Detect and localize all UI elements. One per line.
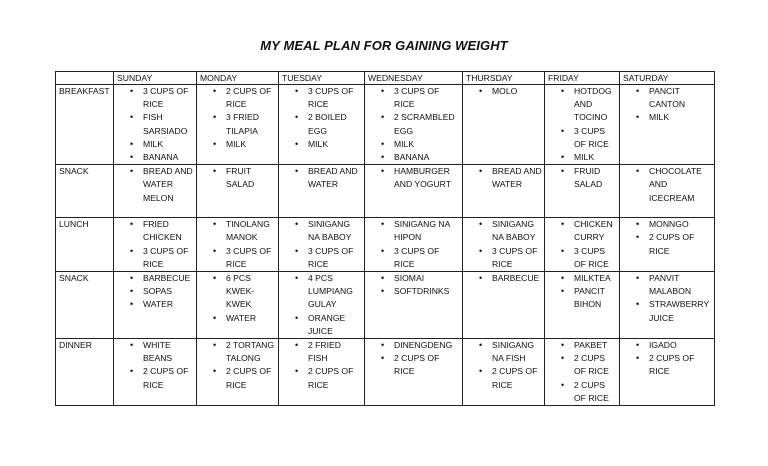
- food-item: • BARBECUE: [114, 272, 196, 285]
- food-item: • WATER: [197, 312, 278, 325]
- food-list: [365, 272, 462, 298]
- food-list: [620, 272, 714, 325]
- food-list: [279, 85, 364, 151]
- meal-cell: [114, 272, 197, 339]
- food-item: • TINOLANG MANOK: [197, 218, 278, 244]
- food-list: [197, 272, 278, 325]
- meal-cell: [463, 339, 545, 406]
- food-item: • BREAD AND WATER MELON: [114, 165, 196, 205]
- meal-cell: [279, 218, 365, 272]
- food-item: • SINIGANG NA BABOY: [279, 218, 364, 244]
- meal-cell: [463, 272, 545, 339]
- food-item: • 4 PCS LUMPIANG GULAY: [279, 272, 364, 312]
- food-item: • MILK: [197, 138, 278, 151]
- food-list: [114, 339, 196, 392]
- food-item: • BANANA: [114, 151, 196, 164]
- food-list: [365, 165, 462, 191]
- food-item: • 2 CUPS OF RICE: [545, 352, 619, 378]
- day-header: WEDNESDAY: [365, 72, 463, 85]
- meal-cell: [365, 218, 463, 272]
- meal-cell: [545, 218, 620, 272]
- food-item: • DINENGDENG: [365, 339, 462, 352]
- meal-cell: [463, 85, 545, 165]
- meal-cell: [620, 85, 715, 165]
- food-item: • PANCIT CANTON: [620, 85, 714, 111]
- food-item: • FRIED CHICKEN: [114, 218, 196, 244]
- food-item: • 3 FRIED TILAPIA: [197, 111, 278, 137]
- food-item: • 2 CUPS OF RICE: [620, 231, 714, 257]
- meal-cell: [620, 165, 715, 218]
- food-item: • 2 SCRAMBLED EGG: [365, 111, 462, 137]
- food-item: • MILK: [365, 138, 462, 151]
- meal-row: [56, 85, 715, 165]
- food-list: [114, 165, 196, 205]
- food-list: [365, 339, 462, 379]
- food-list: [114, 218, 196, 271]
- food-item: • BREAD AND WATER: [463, 165, 544, 191]
- meal-cell: [279, 339, 365, 406]
- food-item: • MILK: [620, 111, 714, 124]
- food-item: • SIOMAI: [365, 272, 462, 285]
- meal-label: SNACK: [56, 272, 114, 339]
- food-list: [279, 165, 364, 191]
- food-item: • CHICKEN CURRY: [545, 218, 619, 244]
- food-list: [620, 339, 714, 379]
- food-item: • 3 CUPS OF RICE: [279, 85, 364, 111]
- meal-cell: [545, 339, 620, 406]
- food-list: [114, 272, 196, 312]
- meal-cell: [114, 339, 197, 406]
- food-item: • BANANA: [365, 151, 462, 164]
- food-item: • SINIGANG NA BABOY: [463, 218, 544, 244]
- food-item: • FRUIT SALAD: [197, 165, 278, 191]
- food-item: • SINIGANG NA HIPON: [365, 218, 462, 244]
- meal-cell: [365, 339, 463, 406]
- food-item: • 3 CUPS OF RICE: [114, 245, 196, 271]
- food-item: • SOFTDRINKS: [365, 285, 462, 298]
- corner-cell: [56, 72, 114, 85]
- food-list: [197, 218, 278, 271]
- food-item: • SOPAS: [114, 285, 196, 298]
- food-item: • 3 CUPS OF RICE: [279, 245, 364, 271]
- meal-row: [56, 339, 715, 406]
- food-list: [545, 165, 619, 191]
- meal-cell: [365, 85, 463, 165]
- food-item: • BARBECUE: [463, 272, 544, 285]
- food-item: • 2 CUPS OF RICE: [197, 85, 278, 111]
- food-item: • 2 CUPS OF RICE: [463, 365, 544, 391]
- food-item: • 3 CUPS OF RICE: [197, 245, 278, 271]
- food-item: • 3 CUPS OF RICE: [114, 85, 196, 111]
- food-item: • PANVIT MALABON: [620, 272, 714, 298]
- meal-cell: [197, 339, 279, 406]
- meal-cell: [365, 165, 463, 218]
- food-item: • 2 CUPS OF RICE: [279, 365, 364, 391]
- food-list: [463, 272, 544, 285]
- food-item: • FISH SARSIADO: [114, 111, 196, 137]
- food-list: [197, 339, 278, 392]
- meal-cell: [545, 165, 620, 218]
- page-title: MY MEAL PLAN FOR GAINING WEIGHT: [260, 38, 508, 53]
- food-item: • 3 CUPS OF RICE: [545, 125, 619, 151]
- food-item: • PANCIT BIHON: [545, 285, 619, 311]
- food-item: • IGADO: [620, 339, 714, 352]
- food-item: • STRAWBERRY JUICE: [620, 298, 714, 324]
- day-header: FRIDAY: [545, 72, 620, 85]
- food-item: • 2 CUPS OF RICE: [545, 379, 619, 405]
- meal-cell: [620, 272, 715, 339]
- meal-label: LUNCH: [56, 218, 114, 272]
- food-item: • 2 FRIED FISH: [279, 339, 364, 365]
- meal-label: SNACK: [56, 165, 114, 218]
- food-item: • 3 CUPS OF RICE: [365, 85, 462, 111]
- food-list: [365, 85, 462, 164]
- food-item: • 2 BOILED EGG: [279, 111, 364, 137]
- meal-cell: [279, 85, 365, 165]
- meal-cell: [620, 218, 715, 272]
- food-item: • MILK: [279, 138, 364, 151]
- day-header: MONDAY: [197, 72, 279, 85]
- food-list: [279, 272, 364, 338]
- meal-cell: [197, 272, 279, 339]
- meal-cell: [197, 165, 279, 218]
- food-item: • MOLO: [463, 85, 544, 98]
- day-header: SATURDAY: [620, 72, 715, 85]
- food-item: • 2 TORTANG TALONG: [197, 339, 278, 365]
- food-item: • 6 PCS KWEK-KWEK: [197, 272, 278, 312]
- food-item: • HOTDOG AND TOCINO: [545, 85, 619, 125]
- meal-cell: [279, 165, 365, 218]
- meal-cell: [114, 165, 197, 218]
- food-list: [463, 339, 544, 392]
- day-header: SUNDAY: [114, 72, 197, 85]
- meal-cell: [279, 272, 365, 339]
- food-item: • BREAD AND WATER: [279, 165, 364, 191]
- food-item: • WATER: [114, 298, 196, 311]
- meal-row: [56, 272, 715, 339]
- food-list: [620, 218, 714, 258]
- meal-cell: [463, 165, 545, 218]
- food-item: • 2 CUPS OF RICE: [620, 352, 714, 378]
- meal-cell: [545, 85, 620, 165]
- food-list: [463, 85, 544, 98]
- food-list: [545, 218, 619, 271]
- meal-label: DINNER: [56, 339, 114, 406]
- food-list: [463, 165, 544, 191]
- food-item: • 3 CUPS OF RICE: [463, 245, 544, 271]
- meal-cell: [463, 218, 545, 272]
- meal-cell: [114, 85, 197, 165]
- meal-row: [56, 165, 715, 218]
- food-item: • CHOCOLATE AND ICECREAM: [620, 165, 714, 205]
- food-list: [620, 165, 714, 205]
- food-item: • WHITE BEANS: [114, 339, 196, 365]
- food-item: • MILK: [114, 138, 196, 151]
- food-item: • HAMBURGER AND YOGURT: [365, 165, 462, 191]
- food-item: • FRUID SALAD: [545, 165, 619, 191]
- food-item: • 2 CUPS OF RICE: [365, 352, 462, 378]
- meal-cell: [365, 272, 463, 339]
- meal-cell: [545, 272, 620, 339]
- food-list: [545, 272, 619, 312]
- food-list: [365, 218, 462, 271]
- food-item: • ORANGE JUICE: [279, 312, 364, 338]
- day-header: TUESDAY: [279, 72, 365, 85]
- food-list: [279, 218, 364, 271]
- food-list: [545, 85, 619, 164]
- meal-cell: [114, 218, 197, 272]
- day-header: THURSDAY: [463, 72, 545, 85]
- food-item: • 3 CUPS OF RICE: [545, 245, 619, 271]
- food-list: [197, 165, 278, 191]
- food-list: [545, 339, 619, 405]
- meal-cell: [197, 218, 279, 272]
- food-item: • 3 CUPS OF RICE: [365, 245, 462, 271]
- food-item: • 2 CUPS OF RICE: [197, 365, 278, 391]
- meal-label: BREAKFAST: [56, 85, 114, 165]
- food-item: • MILKTEA: [545, 272, 619, 285]
- food-list: [197, 85, 278, 151]
- food-item: • SINIGANG NA FISH: [463, 339, 544, 365]
- food-item: • 2 CUPS OF RICE: [114, 365, 196, 391]
- food-list: [463, 218, 544, 271]
- food-list: [114, 85, 196, 164]
- food-list: [620, 85, 714, 125]
- meal-cell: [197, 85, 279, 165]
- meal-cell: [620, 339, 715, 406]
- food-item: • MILK: [545, 151, 619, 164]
- food-item: • MONNGO: [620, 218, 714, 231]
- food-item: • PAKBET: [545, 339, 619, 352]
- meal-plan-table: [55, 71, 715, 406]
- header-row: [56, 72, 715, 85]
- food-list: [279, 339, 364, 392]
- meal-row: [56, 218, 715, 272]
